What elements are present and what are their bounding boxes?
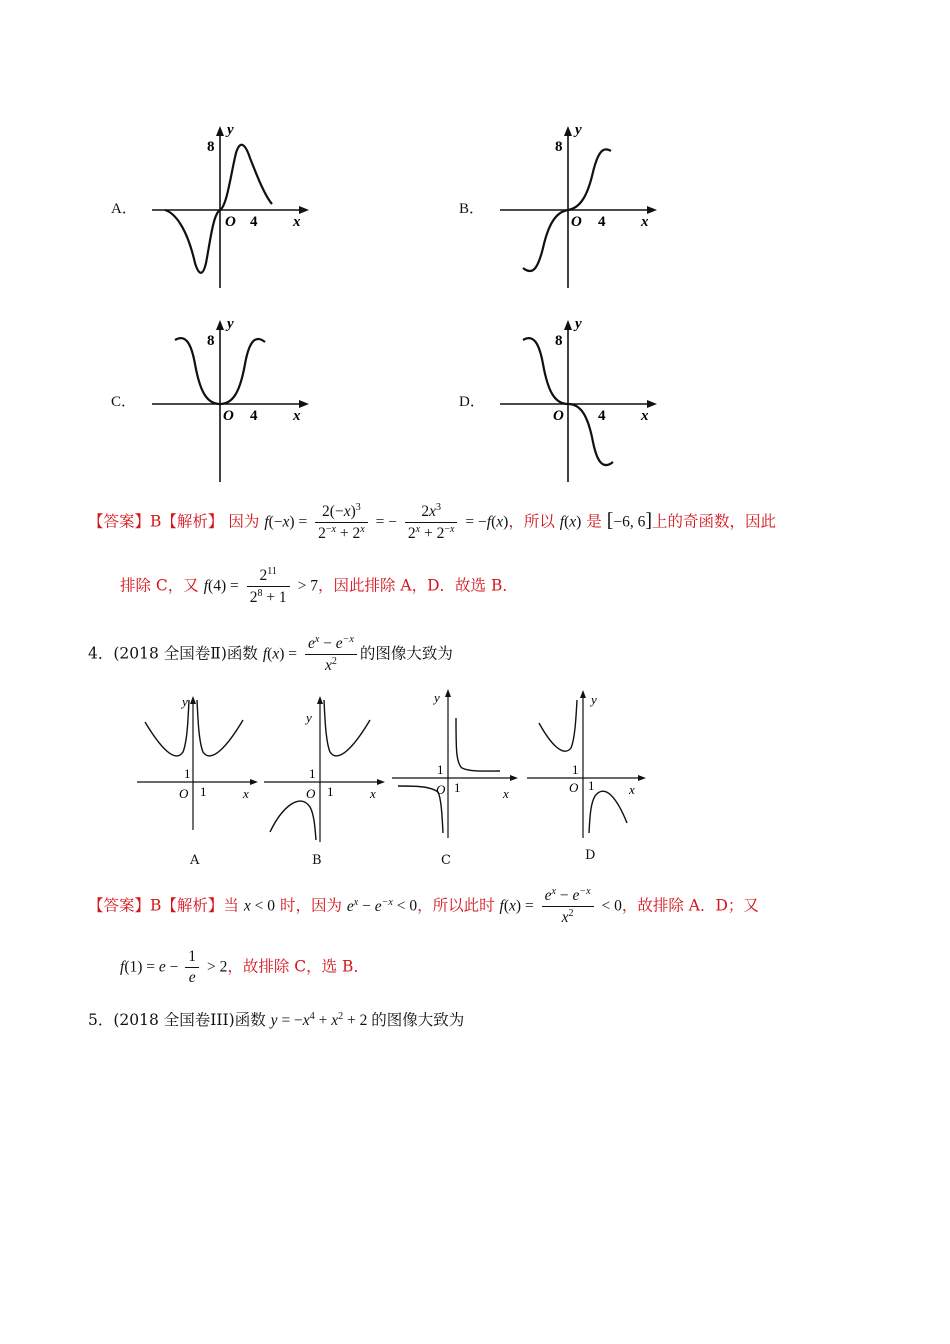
question-4: 4．(2018 全国卷Ⅱ)函数 f(x) = $\frac{e^x - e^{-x}}{x^2}$ 的图像大致为	[88, 634, 453, 675]
y-tick-8: 8	[555, 333, 563, 349]
y-tick-1: 1	[309, 766, 316, 781]
fraction-q4: $\frac{e^x - e^{-x}}{x^2}$	[305, 634, 357, 675]
graph-a	[145, 118, 315, 290]
y-axis-label: y	[575, 316, 582, 332]
graph-b	[493, 118, 663, 290]
q4-graph-b	[262, 692, 387, 844]
q3-answer-line2: 排除 C，又 f(4) = $\frac{2^{11}}{2^8 + 1}$ > 7，因此排除 A，D．故选 B．	[120, 566, 518, 607]
x-tick-1: 1	[327, 784, 334, 799]
analysis-text: 当	[223, 896, 239, 915]
y-tick-1: 1	[437, 762, 444, 777]
analysis-tag: 【解析】	[161, 512, 224, 531]
x-axis-label: x	[629, 782, 635, 797]
y-axis-label: y	[227, 122, 234, 138]
option-a-label: A．	[111, 201, 137, 217]
question-5: 5．(2018 全国卷III)函数 $y = -x^4 + x^2 + 2$ 的图像大致为	[88, 1010, 465, 1029]
analysis-text: ，所以	[508, 512, 555, 531]
question-source: (2018 全国卷III)	[113, 1011, 235, 1029]
fraction-1: $\frac{2(-x)^3}{2^{-x} + 2^x}$	[315, 502, 368, 543]
origin-label: O	[436, 782, 446, 797]
option-d-label: D．	[459, 394, 485, 410]
y-tick-1: 1	[572, 762, 579, 777]
origin-label: O	[223, 408, 234, 424]
y-tick-8: 8	[207, 333, 215, 349]
fraction-q4-answer: $\frac{e^x - e^{-x}}{x^2}$	[542, 886, 594, 927]
y-axis-label: y	[434, 690, 440, 705]
question-source: (2018 全国卷Ⅱ)	[113, 644, 227, 663]
x-axis-label: x	[503, 786, 509, 801]
q4-graph-a	[135, 692, 260, 832]
graph-c	[145, 312, 315, 484]
y-axis-label: y	[591, 692, 597, 707]
analysis-text: ，所以此时	[417, 896, 495, 915]
q4-option-d: D	[585, 848, 596, 863]
y-axis-label: y	[227, 316, 234, 332]
origin-label: O	[553, 408, 564, 424]
x-tick-4: 4	[250, 214, 258, 230]
answer-tag: 【答案】	[88, 896, 151, 915]
x-axis-label: x	[243, 786, 249, 801]
answer-tag: 【答案】	[88, 512, 151, 531]
fraction-3: $\frac{2^{11}}{2^8 + 1}$	[247, 566, 290, 607]
y-tick-8: 8	[207, 139, 215, 155]
graph-d	[493, 312, 663, 484]
question-text: 函数	[234, 1011, 266, 1029]
analysis-text: 上的奇函数，因此	[652, 512, 777, 531]
q4-option-c: C	[441, 853, 451, 868]
answer-choice: B	[150, 512, 162, 531]
formula-f-neg-x: f	[264, 513, 269, 531]
fraction-2: $\frac{2x^3}{2^x + 2^{-x}}$	[405, 502, 458, 543]
x-axis-label: x	[293, 408, 301, 424]
analysis-text: ，因此排除 A，D．故选 B．	[318, 576, 518, 595]
x-tick-1: 1	[588, 778, 595, 793]
x-axis-label: x	[641, 408, 649, 424]
y-tick-1: 1	[184, 766, 191, 781]
x-axis-label: x	[293, 214, 301, 230]
origin-label: O	[306, 786, 316, 801]
x-tick-1: 1	[454, 780, 461, 795]
x-tick-4: 4	[598, 214, 606, 230]
q4-graph-c	[390, 688, 520, 840]
x-axis-label: x	[641, 214, 649, 230]
origin-label: O	[569, 780, 579, 795]
question-text: 函数	[226, 644, 258, 663]
analysis-text: 排除 C，又	[120, 576, 199, 595]
analysis-text: 是	[586, 512, 602, 531]
origin-label: O	[571, 214, 582, 230]
q4-graph-d	[525, 688, 650, 840]
y-tick-8: 8	[555, 139, 563, 155]
analysis-text: ，故排除 A．D；又	[621, 896, 759, 915]
y-axis-label: y	[182, 694, 188, 709]
x-tick-1: 1	[200, 784, 207, 799]
option-c-label: C．	[111, 394, 137, 410]
analysis-text: ，故排除 C，选 B．	[227, 957, 369, 976]
q4-option-a: A	[190, 853, 200, 868]
analysis-text: 因为	[228, 512, 260, 531]
question-number: 5．	[88, 1011, 114, 1029]
y-axis-label: y	[575, 122, 582, 138]
question-text: 的图像大致为	[371, 1011, 465, 1029]
question-number: 4．	[88, 644, 114, 663]
x-tick-4: 4	[250, 408, 258, 424]
x-axis-label: x	[370, 786, 376, 801]
q3-answer-line1: 【答案】B【解析】 因为 f(−x) = $\frac{2(-x)^3}{2^{-x} + 2^x}$ = − $\frac{2x^3}{2^x + 2^{-x}}$ = −f(x)，所以 f(x) 是 [−6, 6]上的奇函数，因此	[88, 502, 777, 543]
x-tick-4: 4	[598, 408, 606, 424]
option-b-label: B．	[459, 201, 485, 217]
origin-label: O	[225, 214, 236, 230]
y-axis-label: y	[306, 710, 312, 725]
q4-answer-line1: 【答案】B【解析】当 x < 0 时，因为 $e^x - e^{-x} < 0$，所以此时 f(x) = $\frac{e^x - e^{-x}}{x^2}$ < 0，故排除 A．D；又	[88, 886, 759, 927]
answer-choice: B	[150, 896, 162, 915]
interval: −6, 6	[613, 513, 646, 531]
question-text: 的图像大致为	[359, 644, 453, 663]
fraction-one-over-e: $\frac{1}{e}$	[185, 948, 199, 987]
q4-option-b: B	[312, 853, 322, 868]
origin-label: O	[179, 786, 189, 801]
analysis-tag: 【解析】	[161, 896, 224, 915]
q4-answer-line2: f(1) = e − $\frac{1}{e}$ > 2，故排除 C，选 B．	[120, 948, 369, 986]
analysis-text: 时，因为	[279, 896, 342, 915]
